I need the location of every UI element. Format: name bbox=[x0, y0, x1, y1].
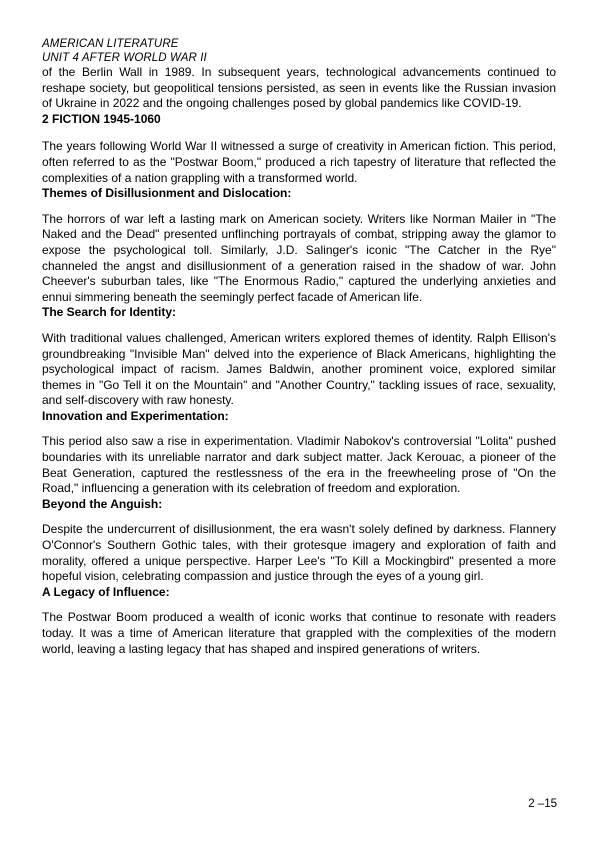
subheading-beyond-anguish: Beyond the Anguish: bbox=[42, 496, 163, 511]
section-intro-paragraph: The years following World War II witnessed a surge of creativity in American fiction. This period, often referred to as the "Postwar Boom," produced a rich tapestry of literature that reflected the complexities of a nation grappling with a transformed world. bbox=[42, 139, 556, 185]
paragraph-innovation: This period also saw a rise in experimentation. Vladimir Nabokov's controversial "Lolita" pushed boundaries with its unreliable narrator and dark subject matter. Jack Kerouac, a pioneer of the Beat Generation, captured the restlessness of the era in the freewheeling prose of "On the Road," influencing a generation with its celebration of freedom and exploration. bbox=[42, 434, 556, 496]
section-title: 2 FICTION 1945-1060 bbox=[42, 111, 161, 126]
paragraph-disillusionment: The horrors of war left a lasting mark on American society. Writers like Norman Mailer in "The Naked and the Dead" presented unflinching portrayals of combat, stripping away the glamor to expose the psychological toll. Similarly, J.D. Salinger's iconic "The Catcher in the Rye" channeled the angst and disillusionment of a generation raised in the shadow of war. John Cheever's suburban tales, like "The Enormous Radio," captured the underlying anxieties and ennui simmering beneath the seemingly perfect facade of American life. bbox=[42, 211, 556, 304]
running-header bbox=[42, 37, 207, 65]
page-number: 2 –15 bbox=[528, 798, 557, 810]
subheading-identity: The Search for Identity: bbox=[42, 305, 177, 320]
paragraph-identity: With traditional values challenged, American writers explored themes of identity. Ralph Ellison's groundbreaking "Invisible Man" delved into the experience of Black Americans, highlighting the psychological impact of racism. James Baldwin, another prominent voice, explored similar themes in "Go Tell it on the Mountain" and "Another Country," tackling issues of race, sexuality, and self-discovery with raw honesty. bbox=[42, 330, 556, 408]
subheading-disillusionment: Themes of Disillusionment and Dislocation: bbox=[42, 186, 292, 201]
header-unit-title: UNIT 4 AFTER WORLD WAR II bbox=[42, 52, 207, 64]
subheading-legacy: A Legacy of Influence: bbox=[42, 584, 170, 599]
page-content bbox=[42, 65, 556, 657]
header-course-title: AMERICAN LITERATURE bbox=[42, 38, 179, 50]
paragraph-beyond-anguish: Despite the undercurrent of disillusionment, the era wasn't solely defined by darkness. Flannery O'Connor's Southern Gothic tales, with their grotesque imagery and exploration of faith and morality, offered a unique perspective. Harper Lee's "To Kill a Mockingbird" presented a more hopeful vision, celebrating compassion and justice through the eyes of a young girl. bbox=[42, 522, 556, 584]
paragraph-legacy: The Postwar Boom produced a wealth of iconic works that continue to resonate with readers today. It was a time of American literature that grappled with the complexities of the modern world, leaving a lasting legacy that has shaped and inspired generations of writers. bbox=[42, 610, 556, 656]
subheading-innovation: Innovation and Experimentation: bbox=[42, 408, 229, 423]
intro-continuation-paragraph: of the Berlin Wall in 1989. In subsequent years, technological advancements continued to reshape society, but geopolitical tensions persisted, as seen in events like the Russian invasion of Ukraine in 2022 and the ongoing challenges posed by global pandemics like COVID-19. bbox=[42, 65, 556, 111]
